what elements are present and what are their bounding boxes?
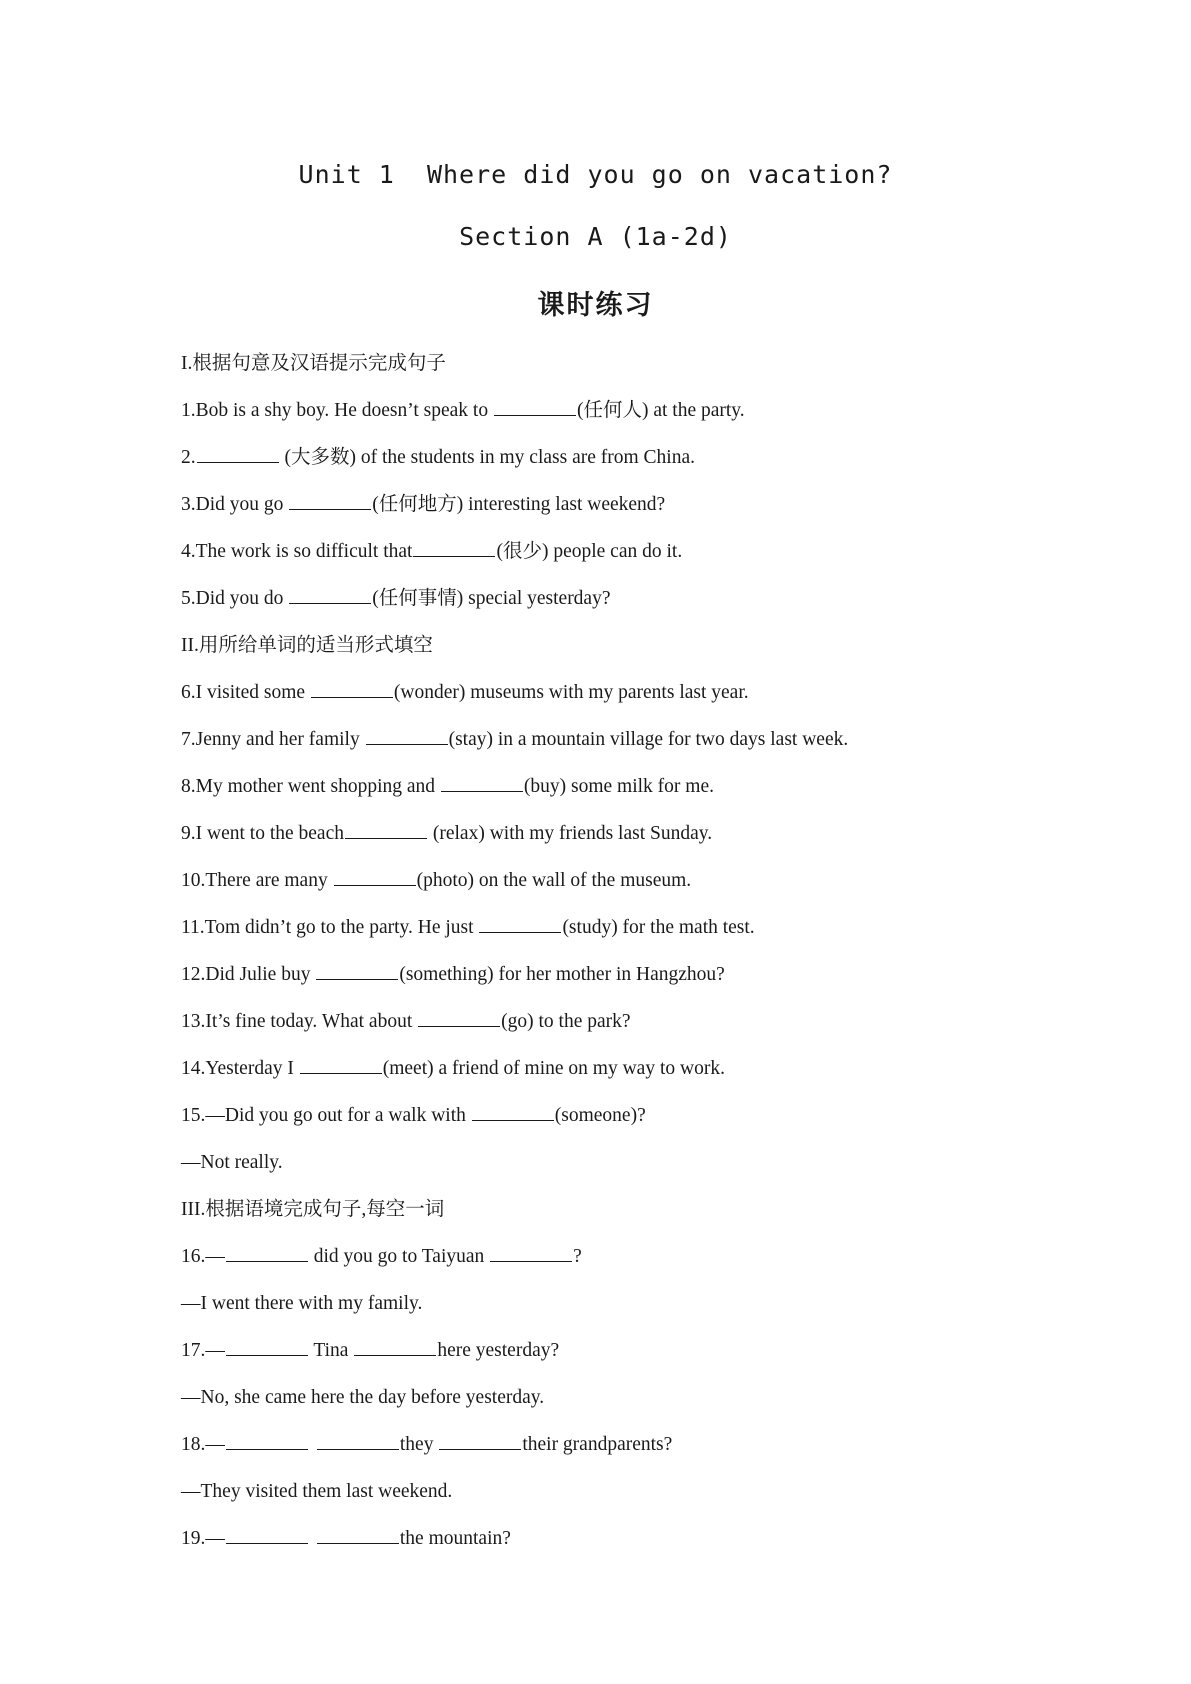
question-3: 3.Did you go (任何地方) interesting last weekend?: [181, 494, 666, 515]
question-14: 14.Yesterday I (meet) a friend of mine on my way to work.: [181, 1058, 725, 1079]
answer-18: —They visited them last weekend.: [181, 1481, 453, 1502]
answer-blank[interactable]: [197, 446, 279, 463]
question-4: 4.The work is so difficult that (很少) people can do it.: [181, 541, 683, 562]
answer-blank[interactable]: [317, 1433, 399, 1450]
answer-blank[interactable]: [226, 1339, 308, 1356]
question-6: 6.I visited some (wonder) museums with my parents last year.: [181, 682, 749, 703]
answer-blank[interactable]: [413, 540, 495, 557]
answer-blank[interactable]: [345, 822, 427, 839]
answer-blank[interactable]: [226, 1245, 308, 1262]
answer-17: —No, she came here the day before yesterday.: [181, 1387, 545, 1408]
question-13: 13.It’s fine today. What about (go) to the park?: [181, 1011, 631, 1032]
question-5: 5.Did you do (任何事情) special yesterday?: [181, 588, 611, 609]
answer-blank[interactable]: [316, 963, 398, 980]
answer-blank[interactable]: [334, 869, 416, 886]
answer-blank[interactable]: [479, 916, 561, 933]
question-8: 8.My mother went shopping and (buy) some milk for me.: [181, 776, 714, 797]
worksheet-subtitle: 课时练习: [537, 290, 654, 321]
unit-title: Unit 1 Where did you go on vacation?: [298, 160, 893, 189]
exercise-content: [181, 340, 1081, 1562]
section-heading-1: I.根据句意及汉语提示完成句子: [181, 353, 446, 374]
answer-blank[interactable]: [439, 1433, 521, 1450]
question-16: 16.— did you go to Taiyuan ?: [181, 1246, 582, 1267]
answer-blank[interactable]: [311, 681, 393, 698]
question-7: 7.Jenny and her family (stay) in a mountain village for two days last week.: [181, 729, 849, 750]
answer-blank[interactable]: [354, 1339, 436, 1356]
section-title: Section A (1a-2d): [459, 222, 732, 251]
answer-blank[interactable]: [494, 399, 576, 416]
question-19: 19.— the mountain?: [181, 1528, 511, 1549]
question-17: 17.— Tina here yesterday?: [181, 1340, 560, 1361]
question-2: 2. (大多数) of the students in my class are from China.: [181, 447, 695, 468]
question-11: 11.Tom didn’t go to the party. He just (study) for the math test.: [181, 917, 755, 938]
answer-blank[interactable]: [418, 1010, 500, 1027]
question-10: 10.There are many (photo) on the wall of the museum.: [181, 870, 692, 891]
answer-15: —Not really.: [181, 1152, 283, 1173]
question-9: 9.I went to the beach (relax) with my friends last Sunday.: [181, 823, 713, 844]
answer-blank[interactable]: [300, 1057, 382, 1074]
question-1: 1.Bob is a shy boy. He doesn’t speak to (任何人) at the party.: [181, 400, 745, 421]
section-heading-2: II.用所给单词的适当形式填空: [181, 635, 433, 656]
answer-blank[interactable]: [441, 775, 523, 792]
answer-blank[interactable]: [226, 1433, 308, 1450]
answer-blank[interactable]: [472, 1104, 554, 1121]
answer-blank[interactable]: [317, 1527, 399, 1544]
answer-blank[interactable]: [366, 728, 448, 745]
answer-blank[interactable]: [490, 1245, 572, 1262]
answer-16: —I went there with my family.: [181, 1293, 423, 1314]
answer-blank[interactable]: [289, 587, 371, 604]
question-15: 15.—Did you go out for a walk with (someone)?: [181, 1105, 646, 1126]
question-12: 12.Did Julie buy (something) for her mother in Hangzhou?: [181, 964, 725, 985]
question-18: 18.— they their grandparents?: [181, 1434, 673, 1455]
section-heading-3: III.根据语境完成句子,每空一词: [181, 1199, 445, 1220]
answer-blank[interactable]: [226, 1527, 308, 1544]
answer-blank[interactable]: [289, 493, 371, 510]
